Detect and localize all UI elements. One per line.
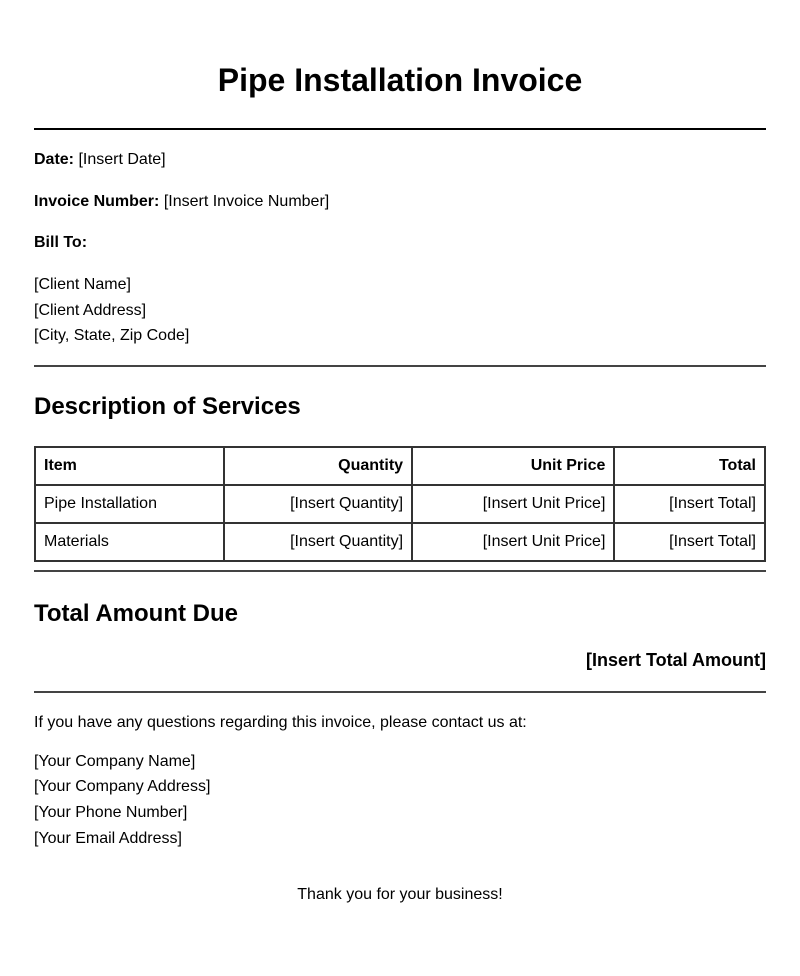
- table-row: [35, 485, 765, 523]
- company-name: [Your Company Name]: [34, 752, 196, 770]
- company-email: [Your Email Address]: [34, 829, 182, 847]
- services-heading: Description of Services: [34, 392, 301, 420]
- company-contact-block: [34, 749, 766, 851]
- date-label: Date:: [34, 151, 75, 168]
- cell-total: [Insert Total]: [614, 523, 765, 561]
- client-city-state-zip: [City, State, Zip Code]: [34, 327, 190, 345]
- cell-unit-price: [Insert Unit Price]: [412, 523, 614, 561]
- cell-item: Pipe Installation: [35, 485, 224, 523]
- date-value: [Insert Date]: [78, 151, 166, 168]
- invoice-number-label: Invoice Number:: [34, 193, 160, 210]
- date-line: [34, 150, 766, 170]
- total-heading: Total Amount Due: [34, 599, 238, 627]
- company-address: [Your Company Address]: [34, 778, 211, 796]
- contact-text: If you have any questions regarding this invoice, please contact us at:: [34, 713, 527, 731]
- bill-to-line: [34, 233, 766, 253]
- invoice-title: Pipe Installation Invoice: [217, 62, 583, 98]
- column-header-item: Item: [35, 447, 224, 485]
- cell-unit-price: [Insert Unit Price]: [412, 485, 614, 523]
- services-table: [34, 446, 766, 562]
- column-header-quantity: Quantity: [224, 447, 413, 485]
- client-address-block: [34, 272, 766, 349]
- cell-quantity: [Insert Quantity]: [224, 485, 413, 523]
- column-header-total: Total: [614, 447, 765, 485]
- thank-you-note: Thank you for your business!: [297, 886, 503, 904]
- table-header-row: [35, 447, 765, 485]
- cell-total: [Insert Total]: [614, 485, 765, 523]
- invoice-page: [34, 0, 766, 905]
- total-amount: [Insert Total Amount]: [586, 649, 766, 670]
- cell-quantity: [Insert Quantity]: [224, 523, 413, 561]
- column-header-unit-price: Unit Price: [412, 447, 614, 485]
- table-row: [35, 523, 765, 561]
- invoice-number-line: [34, 192, 766, 212]
- bill-to-label: Bill To:: [34, 234, 88, 251]
- client-address: [Client Address]: [34, 301, 147, 319]
- company-phone: [Your Phone Number]: [34, 803, 188, 821]
- invoice-number-value: [Insert Invoice Number]: [163, 193, 330, 210]
- cell-item: Materials: [35, 523, 224, 561]
- client-name: [Client Name]: [34, 276, 131, 293]
